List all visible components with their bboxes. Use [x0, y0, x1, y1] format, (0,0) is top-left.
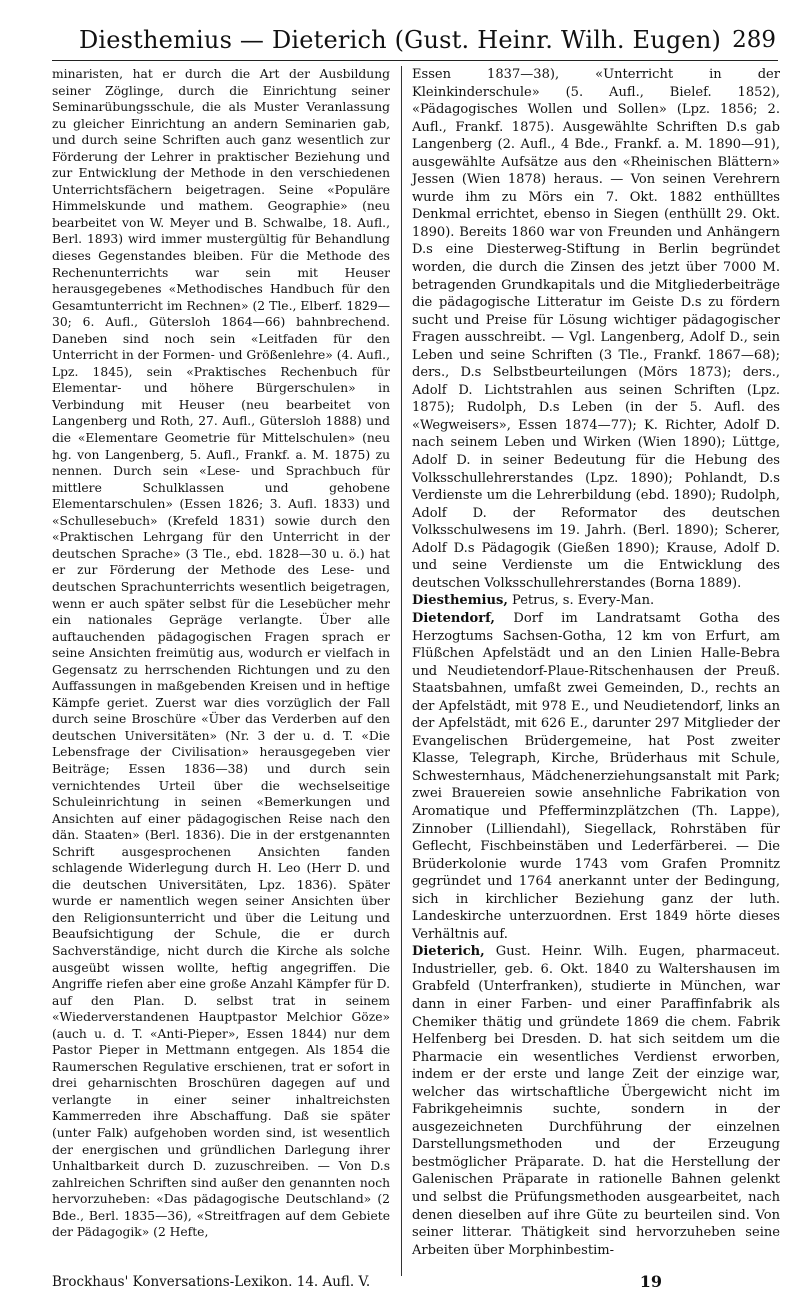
running-title: Diesthemius — Dieterich (Gust. Heinr. Wilh. Eugen): [78, 26, 722, 54]
column-divider: [401, 66, 402, 1276]
signature-mark: 19: [639, 1272, 662, 1291]
page-footer: [52, 1274, 780, 1298]
header-rule: [52, 60, 778, 61]
entry-continuation-paragraph: Essen 1837—38), «Unterricht in der Kleinkinderschule» (5. Aufl., Bielef. 1852), «Pädagogisches Wollen und Sollen» (Lpz. 1856; 2. Aufl., Frankf. 1875). Ausgewählte Schriften D.s gab Langenberg (2. Aufl., 4 Bde., Frankf. a. M. 1890—91), ausgewählte Aufsätze aus den «Rheinischen Blättern» Jessen (Wien 1878) heraus. — Von seinen Verehrern wurde ihm zu Mörs ein 7. Okt. 1882 enthülltes Denkmal errichtet, ebenso in Siegen (enthüllt 29. Okt. 1890). Bereits 1860 war von Freunden und Anhängern D.s eine Diesterweg-Stiftung in Berlin begründet worden, die durch die Zinsen des jetzt über 7000 M. betragenden Grundkapitals und die Mitgliederbeiträge die pädagogische Litteratur im Geiste D.s zu fördern sucht und Preise für Lösung wichtiger pädagogischer Fragen ausschreibt. — Vgl. Langenberg, Adolf D., sein Leben und seine Schriften (3 Tle., Frankf. 1867—68); ders., D.s Selbstbeurteilungen (Mörs 1873); ders., Adolf D. Lichtstrahlen aus seinen Schriften (Lpz. 1875); Rudolph, D.s Leben (in der 5. Aufl. des «Wegweisers», Essen 1874—77); K. Richter, Adolf D. nach seinem Leben und Wirken (Wien 1890); Lüttge, Adolf D. in seiner Bedeutung für die Hebung des Volksschullehrerstandes (Lpz. 1890); Pohlandt, D.s Verdienste um die Lehrerbildung (ebd. 1890); Rudolph, Adolf D. der Reformator des deutschen Volksschulwesens im 19. Jahrh. (Berl. 1890); Scherer, Adolf D.s Pädagogik (Gießen 1890); Krause, Adolf D. und seine Verdienste um die Entwicklung des deutschen Volksschullehrerstandes (Borna 1889).: [412, 67, 780, 591]
entry-continuation-paragraph: minaristen, hat er durch die Art der Ausbildung seiner Zöglinge, durch die Einrichtung seiner Seminarübungsschule, die als Muster Veranlassung zu gleicher Einrichtung an andern Seminarien gab, und durch seine Schriften auch ganz wesentlich zur Förderung der Lehrer in praktischer Beziehung und zur Entwicklung der Methode in den verschiedenen Unterrichtsfächern beigetragen. Seine «Populäre Himmelskunde und mathem. Geographie» (neu bearbeitet von W. Meyer und B. Schwalbe, 18. Aufl., Berl. 1893) wird immer mustergültig für Behandlung dieses Gegenstandes bleiben. Für die Methode des Rechenunterrichts war sein mit Heuser herausgegebenes «Methodisches Handbuch für den Gesamtunterricht im Rechnen» (2 Tle., Elberf. 1829—30; 6. Aufl., Gütersloh 1864—66) bahnbrechend. Daneben sind noch sein «Leitfaden für den Unterricht in der Formen- und Größenlehre» (4. Aufl., Lpz. 1845), sein «Praktisches Rechenbuch für Elementar- und höhere Bürgerschulen» in Verbindung mit Heuser (neu bearbeitet von Langenberg und Roth, 27. Aufl., Gütersloh 1888) und die «Elementare Geometrie für Mittelschulen» (neu hg. von Langenberg, 5. Aufl., Frankf. a. M. 1875) zu nennen. Durch sein «Lese- und Sprachbuch für mittlere Schulklassen und gehobene Elementarschulen» (Essen 1826; 3. Aufl. 1833) und «Schullesebuch» (Krefeld 1831) sowie durch den «Praktischen Lehrgang für den Unterricht in der deutschen Sprache» (3 Tle., ebd. 1828—30 u. ö.) hat er zur Förderung der Methode des Lese- und deutschen Sprachunterrichts wesentlich beigetragen, wenn er auch später selbst für die Lesebücher mehr ein nationales Gepräge verlangte. Über alle auftauchenden pädagogischen Fragen sprach er seine Ansichten freimütig aus, wodurch er vielfach in Gegensatz zu herrschenden Richtungen und zu den Auffassungen in maßgebenden Kreisen und in heftige Kämpfe geriet. Zuerst war dies vorzüglich der Fall durch seine Broschüre «Über das Verderben auf den deutschen Universitäten» (Nr. 3 der u. d. T. «Die Lebensfrage der Civilisation» herausgegeben vier Beiträge; Essen 1836—38) und durch sein vernichtendes Urteil über die wechselseitige Schuleinrichtung in seinen «Bemerkungen und Ansichten auf einer pädagogischen Reise nach den dän. Staaten» (Berl. 1836). Die in der erstgenannten Schrift ausgesprochenen Ansichten fanden schlagende Widerlegung durch H. Leo (Herr D. und die deutschen Universitäten, Lpz. 1836). Später wurde er namentlich wegen seiner Ansichten über den Religionsunterricht und über die Leitung und Beaufsichtigung der Schule, die er durch Sachverständige, nicht durch die Kirche als solche ausgeübt wissen wollte, heftig angegriffen. Die Angriffe riefen aber eine große Anzahl Kämpfer für D. auf den Plan. D. selbst trat in seinem «Wiederverstandenen Hauptpastor Melchior Göze» (auch u. d. T. «Anti-Pieper», Essen 1844) nur dem Pastor Pieper in Mettmann entgegen. Als 1854 die Raumerschen Regulative erschienen, trat er sofort in drei geharnischten Broschüren dagegen auf und verlangte in einer seiner inhaltreichsten Kammerreden ihre Abschaffung. Daß sie später (unter Falk) aufgehoben worden sind, ist wesentlich der energischen und gründlichen Darlegung ihrer Unhaltbarkeit durch D. zuzuschreiben. — Von D.s zahlreichen Schriften sind außer den genannten noch hervorzuheben: «Das pädagogische Deutschland» (2 Bde., Berl. 1835—36), «Streitfragen auf dem Gebiete der Pädagogik» (2 Hefte,: [52, 67, 390, 1240]
headword: Dieterich,: [412, 944, 485, 960]
headword: Diesthemius,: [412, 593, 508, 609]
page-header: [0, 0, 800, 56]
entry-text: Dorf im Landratsamt Gotha des Herzogtums Sachsen-Gotha, 12 km von Erfurt, am Flüßchen Apfelstädt und an den Linien Halle-Bebra und Neudietendorf-Plaue-Ritschenhausen der Preuß. Staatsbahnen, umfaßt zwei Gemeinden, D., rechts an der Apfelstädt, mit 978 E., und Neudietendorf, links an der Apfelstädt, mit 626 E., darunter 297 Mitglieder der Evangelischen Brüdergemeine, hat Post zweiter Klasse, Telegraph, Kirche, Brüderhaus mit Schule, Schwesternhaus, Mädchenerziehungsanstalt mit Park; zwei Brauereien sowie ansehnliche Fabrikation von Aromatique und Pfefferminzplätzchen (Th. Lappe), Zinnober (Lilliendahl), Siegellack, Rohrstäben für Geflecht, Fischbeinstäben und Lederfärberei. — Die Brüderkolonie wurde 1743 vom Grafen Promnitz gegründet und 1764 anerkannt unter der Bedingung, sich in kirchlicher Beziehung ganz der luth. Landeskirche unterzuordnen. Erst 1849 hörte dieses Verhältnis auf.: [412, 610, 780, 942]
right-column: [412, 66, 780, 1259]
entry-text: Petrus, s. Every-Man.: [507, 593, 655, 609]
entry-dietendorf: [412, 610, 780, 943]
entry-text: Gust. Heinr. Wilh. Eugen, pharmaceut. Industrieller, geb. 6. Okt. 1840 zu Waltershausen im Grabfeld (Unterfranken), studierte in München, war dann in einer Farben- und einer Paraffinfabrik als Chemiker thätig und gründete 1869 die chem. Fabrik Helfenberg bei Dresden. D. hat sich seitdem um die Pharmacie ein wesentliches Verdienst erworben, indem er der erste und lange Zeit der einzige war, welcher das wirtschaftliche Übergewicht nicht im Fabrikgeheimnis suchte, sondern in der ausgezeichneten Durchführung der einzelnen Darstellungsmethoden und der Erzeugung bestmöglicher Präparate. D. hat die Herstellung der Galenischen Präparate in rationelle Bahnen gelenkt und selbst die Prüfungsmethoden ausgearbeitet, nach denen dieselben auf ihre Güte zu beurteilen sind. Von seiner litterar. Thätigkeit sind hervorzuheben seine Arbeiten über Morphinbestim-: [412, 944, 780, 1258]
headword: Dietendorf,: [412, 610, 495, 626]
page-number: 289: [732, 27, 776, 53]
entry-diesthemius: [412, 592, 780, 610]
entry-dieterich: [412, 943, 780, 1259]
left-column: [52, 66, 390, 1241]
footer-source: Brockhaus' Konversations-Lexikon. 14. Aufl. V.: [52, 1274, 371, 1290]
